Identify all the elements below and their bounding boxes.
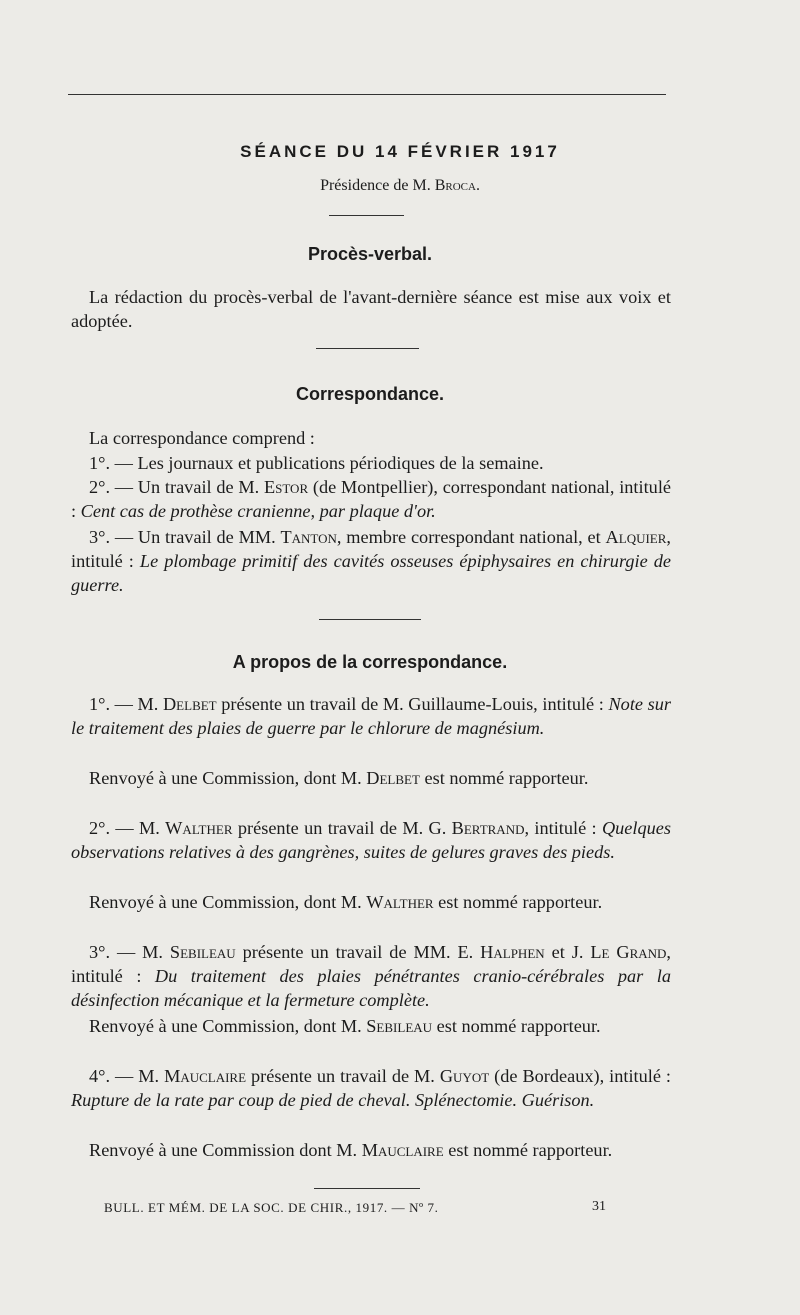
item-text: 2°. — Un travail de M. [89,477,264,497]
author-name: Sebileau [366,1016,433,1036]
separator-rule [319,619,421,620]
item-text: (de Montpellier), correspondant national, intitulé : [71,477,672,521]
item-text: , intitulé : [71,942,671,986]
item-text: 1°. — M. [89,694,163,714]
work-title: Cent cas de prothèse cranienne, par plaque d'or. [80,501,436,521]
item-text: (de Bordeaux), intitulé : [489,1066,672,1086]
session-title: SÉANCE DU 14 FÉVRIER 1917 [240,142,560,161]
item-text: Renvoyé à une Commission dont M. [89,1140,362,1160]
correspondance-item-1: 1°. — Les journaux et publications périodiques de la semaine. [89,453,544,473]
item-text: est nommé rapporteur. [432,1016,601,1036]
work-title: Rupture de la rate par coup de pied de cheval. Splénectomie. Guérison. [71,1090,595,1110]
correspondance-intro: La correspondance comprend : [89,428,315,448]
author-name: Walther [366,892,434,912]
item-text: et J. [544,942,591,962]
a-propos-item-1 [71,692,671,740]
item-text: présente un travail de M. G. [232,818,452,838]
separator-rule [316,348,419,349]
correspondance-heading: Correspondance. [295,384,445,404]
a-propos-item-3-renvoi [71,1014,671,1038]
author-name: Delbet [162,694,217,714]
item-text: Renvoyé à une Commission, dont M. [89,892,367,912]
a-propos-item-4-renvoi [71,1138,671,1162]
item-text: 4°. — M. [89,1066,165,1086]
a-propos-item-1-renvoi [71,766,671,790]
work-title: Note sur le traitement des plaies de guerre par le chlorure de magnésium. [71,694,671,738]
item-text: 3°. — Un travail de MM. [89,527,281,547]
item-text: présente un travail de MM. E. [235,942,481,962]
work-title: Quelques observations relatives à des gangrènes, suites de gelures graves des pieds. [71,818,672,862]
item-text: Renvoyé à une Commission, dont M. [89,1016,367,1036]
author-name: Tanton [280,527,337,547]
proces-verbal-heading: Procès-verbal. [307,244,433,264]
author-name: Estor [263,477,309,497]
item-text: , membre correspondant national, et [336,527,606,547]
item-text: présente un travail de M. [246,1066,440,1086]
item-text: Renvoyé à une Commission, dont M. [89,768,367,788]
presidence-line [0,177,800,195]
item-text: présente un travail de M. Guillaume-Louis, intitulé : [216,694,609,714]
presidence-prefix: Présidence de M. [320,177,435,194]
author-name: Walther [165,818,233,838]
page-number: 31 [592,1199,606,1214]
item-text: est nommé rapporteur. [419,768,589,788]
correspondance-item-3 [71,525,671,597]
top-rule [68,94,666,95]
a-propos-item-2 [71,816,671,864]
author-name: Sebileau [169,942,236,962]
a-propos-item-3 [71,940,671,1012]
separator-rule [329,215,404,216]
author-name: Alquier [605,527,667,547]
correspondance-item-2 [71,475,671,523]
footer-journal: BULL. ET MÉM. DE LA SOC. DE CHIR., 1917. — Nº 7. [104,1200,439,1215]
author-name: Bertrand [451,818,525,838]
author-name: Mauclaire [361,1140,444,1160]
a-propos-item-4 [71,1064,671,1112]
proces-verbal-text: La rédaction du procès-verbal de l'avant-dernière séance est mise aux voix et adoptée. [71,287,671,331]
work-title: Le plombage primitif des cavités osseuses épiphysaires en chirurgie de guerre. [71,551,671,595]
presidence-suffix: . [475,177,480,194]
separator-rule [314,1188,420,1189]
author-name: Le Grand [590,942,667,962]
item-text: , intitulé : [71,527,671,571]
a-propos-heading: A propos de la correspondance. [232,652,508,672]
author-name: Delbet [366,768,420,788]
author-name: Halphen [480,942,545,962]
author-name: Mauclaire [164,1066,247,1086]
item-text: , intitulé : [524,818,602,838]
item-text: 2°. — M. [89,818,166,838]
author-name: Guyot [439,1066,490,1086]
a-propos-item-2-renvoi [71,890,671,914]
work-title: Du traitement des plaies pénétrantes cranio-cérébrales par la désinfection mécanique et la fermeture complète. [71,966,671,1010]
item-text: est nommé rapporteur. [443,1140,613,1160]
item-text: 3°. — M. [89,942,170,962]
item-text: est nommé rapporteur. [433,892,603,912]
presidence-name: Broca [434,177,476,194]
